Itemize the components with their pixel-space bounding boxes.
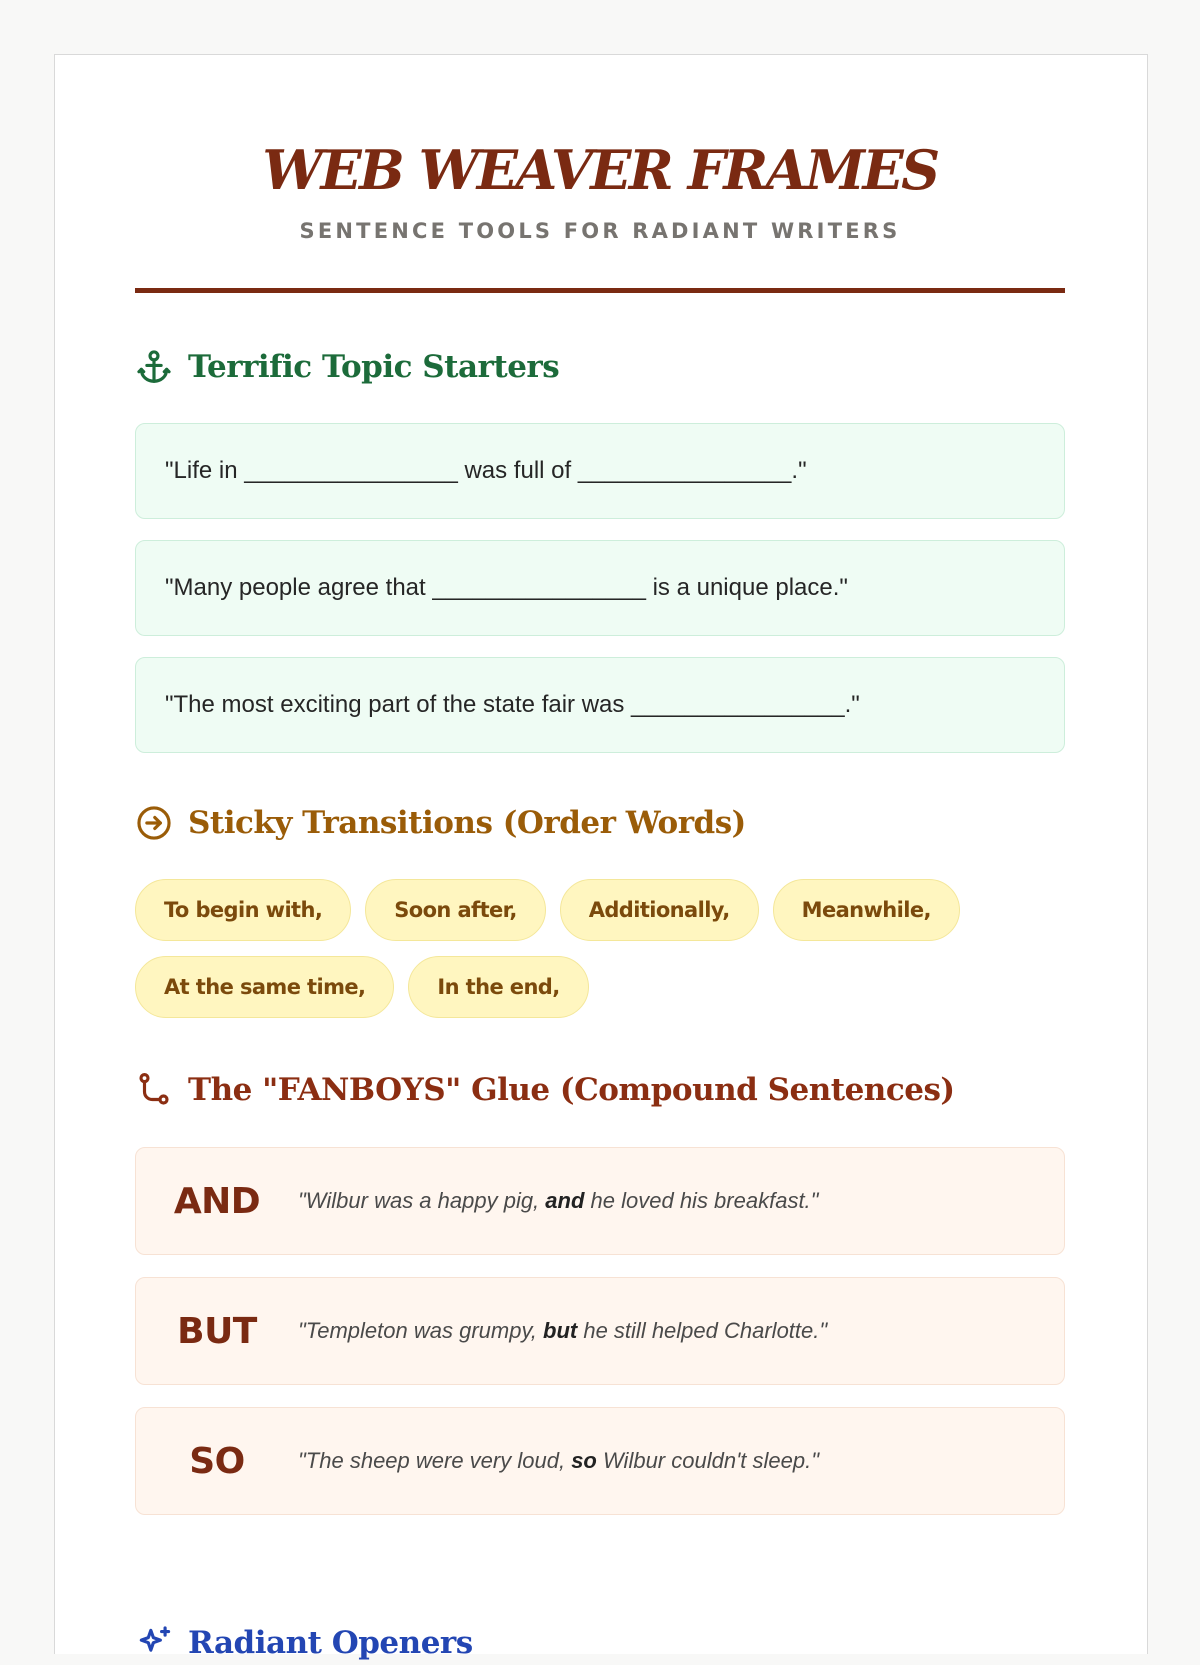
fanboys-title: The "FANBOYS" Glue (Compound Sentences) xyxy=(188,1072,955,1108)
conjunction-example: "Wilbur was a happy pig, and he loved his breakfast." xyxy=(298,1188,819,1213)
conjunction-highlight: and xyxy=(545,1188,585,1213)
conjunction-example: "Templeton was grumpy, but he still helped Charlotte." xyxy=(298,1318,828,1343)
route-icon xyxy=(135,1071,173,1109)
page-subtitle: SENTENCE TOOLS FOR RADIANT WRITERS xyxy=(299,219,901,243)
topic-frame xyxy=(135,657,1065,753)
page-title: WEB WEAVER FRAMES xyxy=(262,138,938,202)
worksheet-card xyxy=(54,54,1148,1661)
topic-starters-heading xyxy=(135,345,559,389)
conjunction-word: SO xyxy=(189,1440,245,1482)
openers-heading xyxy=(135,1621,473,1665)
conjunction-card xyxy=(135,1277,1065,1385)
fanboys-heading xyxy=(135,1068,955,1112)
conjunction-word: BUT xyxy=(177,1310,257,1352)
title-divider xyxy=(135,288,1065,293)
conjunction-example: "The sheep were very loud, so Wilbur couldn't sleep." xyxy=(298,1448,820,1473)
topic-frame xyxy=(135,423,1065,519)
transition-row xyxy=(135,879,960,941)
transition-row xyxy=(135,956,589,1018)
conjunction-highlight: so xyxy=(571,1448,597,1473)
openers-title: Radiant Openers xyxy=(188,1625,473,1661)
topic-frame-text: "Life in ________________ was full of ________________." xyxy=(165,457,807,484)
transitions-title: Sticky Transitions (Order Words) xyxy=(188,805,746,841)
topic-frame-text: "Many people agree that ________________ is a unique place." xyxy=(165,574,848,601)
transition-word: To begin with, xyxy=(135,879,351,941)
transition-word: Soon after, xyxy=(365,879,545,941)
transition-word: In the end, xyxy=(408,956,588,1018)
arrow-circle-right-icon xyxy=(135,804,173,842)
transition-word: Additionally, xyxy=(560,879,759,941)
conjunction-highlight: but xyxy=(543,1318,578,1343)
transition-word: Meanwhile, xyxy=(773,879,960,941)
topic-starters-title: Terrific Topic Starters xyxy=(188,349,560,385)
topic-frame-text: "The most exciting part of the state fair was ________________." xyxy=(165,691,860,718)
anchor-icon xyxy=(135,348,173,386)
sparkles-icon xyxy=(135,1624,173,1662)
transition-word: At the same time, xyxy=(135,956,394,1018)
conjunction-word: AND xyxy=(173,1180,261,1222)
conjunction-card xyxy=(135,1407,1065,1515)
topic-frame xyxy=(135,540,1065,636)
transitions-heading xyxy=(135,801,746,845)
conjunction-card xyxy=(135,1147,1065,1255)
